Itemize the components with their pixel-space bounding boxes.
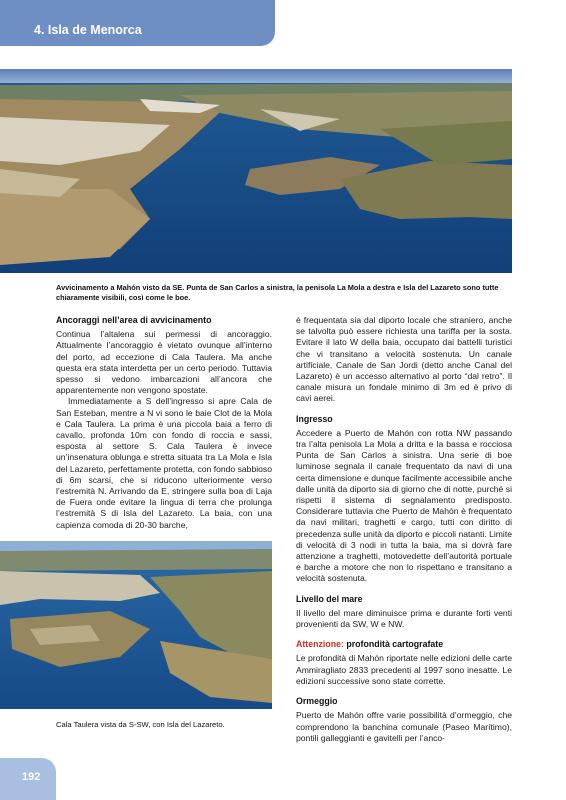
aerial-photo-cala-taulera bbox=[0, 541, 272, 709]
warning-heading bbox=[296, 639, 512, 650]
paragraph-attenzione: Le profondità di Mahón riportate nelle edizioni delle carte Ammiragliato 2833 precedenti al 1997 sono inesatte. Le edizioni successive sono state corrette. bbox=[296, 653, 512, 686]
paragraph-ancoraggi-1: Continua l’altalena sui permessi di ancoraggio. Attualmente l’ancoraggio è vietato ovunque all’interno del porto, ad eccezione di Cala Taulera. Ma anche questa era stata interdetta per un certo periodo. Tuttavia spesso si vedono imbarcazioni all’ancora che apparentemente non vengono spostate. bbox=[56, 329, 272, 396]
section-heading-livello: Livello del mare bbox=[296, 593, 363, 604]
top-photo-caption: Avvicinamento a Mahón visto da SE. Punta de San Carlos a sinistra, la penisola La Mola a destra e Isla del Lazareto sono tutte chiaramente visibili, così come le boe. bbox=[56, 283, 499, 302]
warning-title: profondità cartografate bbox=[346, 639, 444, 650]
section-heading-ormeggio: Ormeggio bbox=[296, 696, 338, 707]
left-text-column bbox=[56, 315, 272, 531]
section-heading-ancoraggi: Ancoraggi nell’area di avvicinamento bbox=[56, 315, 212, 325]
chapter-title: 4. Isla de Menorca bbox=[34, 23, 142, 37]
chapter-header-tab bbox=[0, 0, 275, 46]
warning-label: Attenzione: bbox=[296, 639, 344, 650]
paragraph-ancoraggi-2: Immediatamente a S dell’ingresso si apre Cala de San Esteban, mentre a N vi sono le baie Clot de la Mola e Cala Taulera. La prima è una piccola baia a ferro di cavallo, profonda 10m con fondo di roccia e sassi, esposta al settore S. Cala Taulera è invece un’insenatura oblunga e stretta situata tra La Mola e Isla del Lazareto, perfettamente protetta, con fondo sabbioso di 6m scarsi, che si riducono ulteriormente verso l’estremità N. Arrivando da E, stringere sulla boa di Laja de Fuera onde evitare la lingua di terra che prolunga l’estremità S di Isla del Lazareto. La baia, con una capienza comoda di 20-30 barche, bbox=[56, 396, 272, 530]
paragraph-ingresso: Accedere a Puerto de Mahón con rotta NW passando tra l’alta penisola La Mola a dritta e la bassa e rocciosa Punta de San Carlos a sinistra. Una serie di boe luminose segnala il canale frequentato da navi di una certa dimensione e dunque facilmente accessibile anche dalle unità da diporto sia di giorno che di notte, purché si rispetti il sistema di segnalamento predisposto. Considerare tuttavia che Puerto de Mahón è frequentato da navi militari, traghetti e cargo, tutti con diritto di precedenza sulle unità da diporto e piccoli natanti. Limite di velocità di 3 nodi in tutta la baia, ma si dovrà fare attenzione a traghetti, motovedette dell’autorità portuale e barche a motore che non lo rispettano e transitano a velocità sostenuta. bbox=[296, 427, 512, 584]
paragraph-continuation: è frequentata sia dal diporto locale che straniero, anche se talvolta può essere richiesta una tariffa per la sosta. Evitare il lato W della baia, occupato dai battelli turistici che vi transitano a velocità sostenuta. Un canale artificiale, Canale de San Jordi (detto anche Canal del Lazareto) è un accesso alternativo al porto “dal retro”. Il canale misura un fondale minimo di 3m ed è privo di cavi aerei. bbox=[296, 315, 512, 404]
page-number-tab bbox=[0, 758, 56, 800]
bottom-photo-caption: Cala Taulera vista da S-SW, con Isla del Lazareto. bbox=[56, 720, 225, 729]
aerial-photo-mahon bbox=[0, 69, 512, 273]
right-text-column bbox=[296, 315, 512, 744]
paragraph-ormeggio: Puerto de Mahón offre varie possibilità d’ormeggio, che comprendono la banchina comunale (Paseo Marítimo), pontili galleggianti e gavitelli per l’anco- bbox=[296, 710, 512, 743]
paragraph-livello: Il livello del mare diminuisce prima e durante forti venti provenienti da SW, W e NW. bbox=[296, 607, 512, 630]
section-heading-ingresso: Ingresso bbox=[296, 413, 333, 424]
page-number: 192 bbox=[22, 771, 41, 783]
